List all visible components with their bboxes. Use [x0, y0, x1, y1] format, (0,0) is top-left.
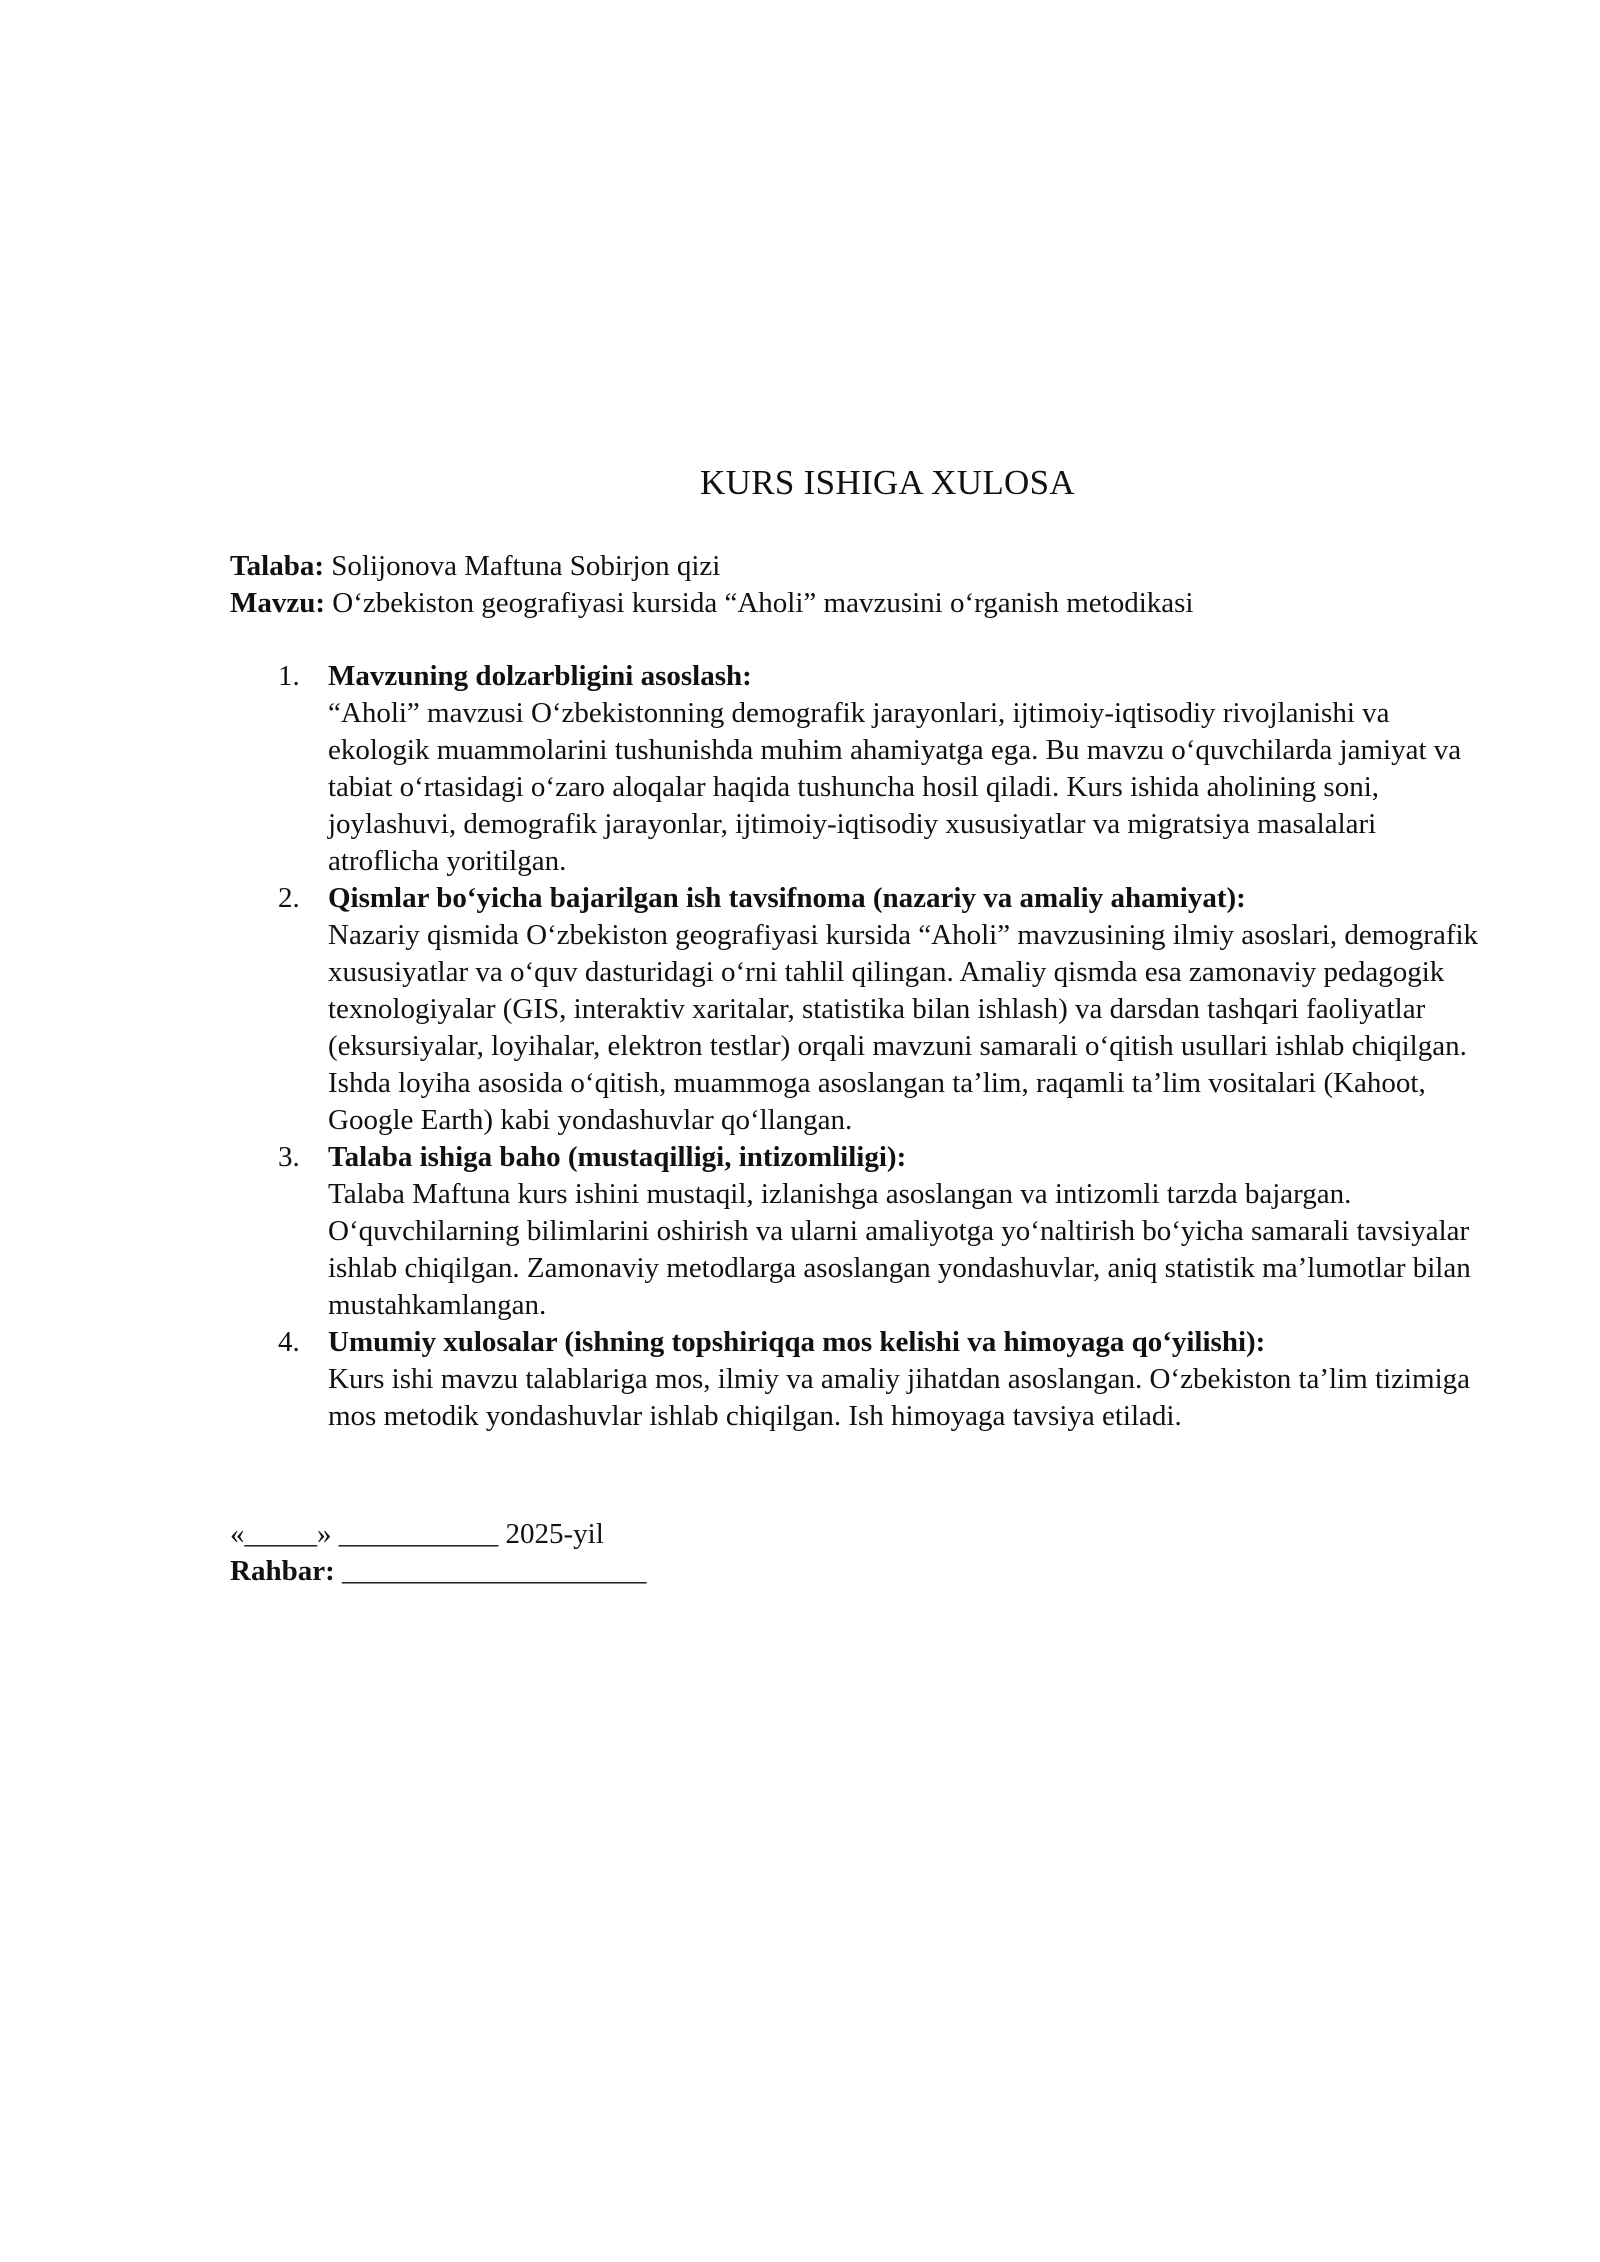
topic-text: O‘zbekiston geografiyasi kursida “Aholi” mavzusini o‘rganish metodikasi: [332, 587, 1194, 619]
supervisor-label: Rahbar:: [230, 1555, 335, 1587]
section-work-description: [230, 880, 1500, 1139]
topic-label: Mavzu:: [230, 587, 326, 619]
section-body: Kurs ishi mavzu talablariga mos, ilmiy va amaliy jihatdan asoslangan. O‘zbekiston ta’lim tizimiga mos metodik yondashuvlar ishlab chiqilgan. Ish himoyaga tavsiya etiladi.: [328, 1363, 1471, 1432]
document-footer: [230, 1516, 1130, 1590]
conclusion-sections: [230, 658, 1500, 1435]
section-heading: Talaba ishiga baho (mustaqilligi, intizomliligi):: [328, 1141, 907, 1173]
section-body: Nazariy qismida O‘zbekiston geografiyasi kursida “Aholi” mavzusining ilmiy asoslari, demografik xususiyatlar va o‘quv dasturidagi o‘rni tahlil qilingan. Amaliy qismda esa zamonaviy pedagogik texnologiyalar (GIS, interaktiv xaritalar, statistika bilan ishlash) va darsdan tashqari faoliyatlar (eksursiyalar, loyihalar, elektron testlar) orqali mavzuni samarali o‘qitish usullari ishlab chiqilgan. Ishda loyiha asosida o‘qitish, muammoga asoslangan ta’lim, raqamli ta’lim vositalari (Kahoot, Google Earth) kabi yondashuvlar qo‘llangan.: [328, 919, 1479, 1136]
student-row: [230, 548, 1480, 585]
section-body: Talaba Maftuna kurs ishini mustaqil, izlanishga asoslangan va intizomli tarzda bajargan. O‘quvchilarning bilimlarini oshirish va ularni amaliyotga yo‘naltirish bo‘yicha samarali tavsiyalar ishlab chiqilgan. Zamonaviy metodlarga asoslangan yondashuvlar, aniq statistik ma’lumotlar bilan mustahkamlangan.: [328, 1178, 1471, 1321]
document-title: KURS ISHIGA XULOSA: [700, 463, 1075, 502]
section-number: 1.: [278, 660, 300, 692]
section-body: “Aholi” mavzusi O‘zbekistonning demografik jarayonlari, ijtimoiy-iqtisodiy rivojlanishi va ekologik muammolarini tushunishda muhim ahamiyatga ega. Bu mavzu o‘quvchilarda jamiyat va tabiat o‘rtasidagi o‘zaro aloqalar haqida tushuncha hosil qiladi. Kurs ishida aholining soni, joylashuvi, demografik jarayonlar, ijtimoiy-iqtisodiy xususiyatlar va migratsiya masalalari atroflicha yoritilgan.: [328, 697, 1462, 877]
document-meta: [230, 548, 1480, 622]
section-general-conclusions: [230, 1324, 1500, 1435]
supervisor-signature-blank: _____________________: [341, 1555, 647, 1587]
topic-row: [230, 585, 1480, 622]
student-label: Talaba:: [230, 550, 325, 582]
section-number: 3.: [278, 1141, 300, 1173]
student-name: Solijonova Maftuna Sobirjon qizi: [331, 550, 721, 582]
section-heading: Umumiy xulosalar (ishning topshiriqqa mos kelishi va himoyaga qo‘yilishi):: [328, 1326, 1266, 1358]
section-number: 2.: [278, 882, 300, 914]
section-heading: Qismlar bo‘yicha bajarilgan ish tavsifnoma (nazariy va amaliy ahamiyat):: [328, 882, 1246, 914]
section-heading: Mavzuning dolzarbligini asoslash:: [328, 660, 752, 692]
section-number: 4.: [278, 1326, 300, 1358]
date-line: «_____» ___________ 2025-yil: [230, 1518, 604, 1550]
supervisor-row: [230, 1553, 1130, 1590]
section-student-assessment: [230, 1139, 1500, 1324]
section-relevance: [230, 658, 1500, 880]
